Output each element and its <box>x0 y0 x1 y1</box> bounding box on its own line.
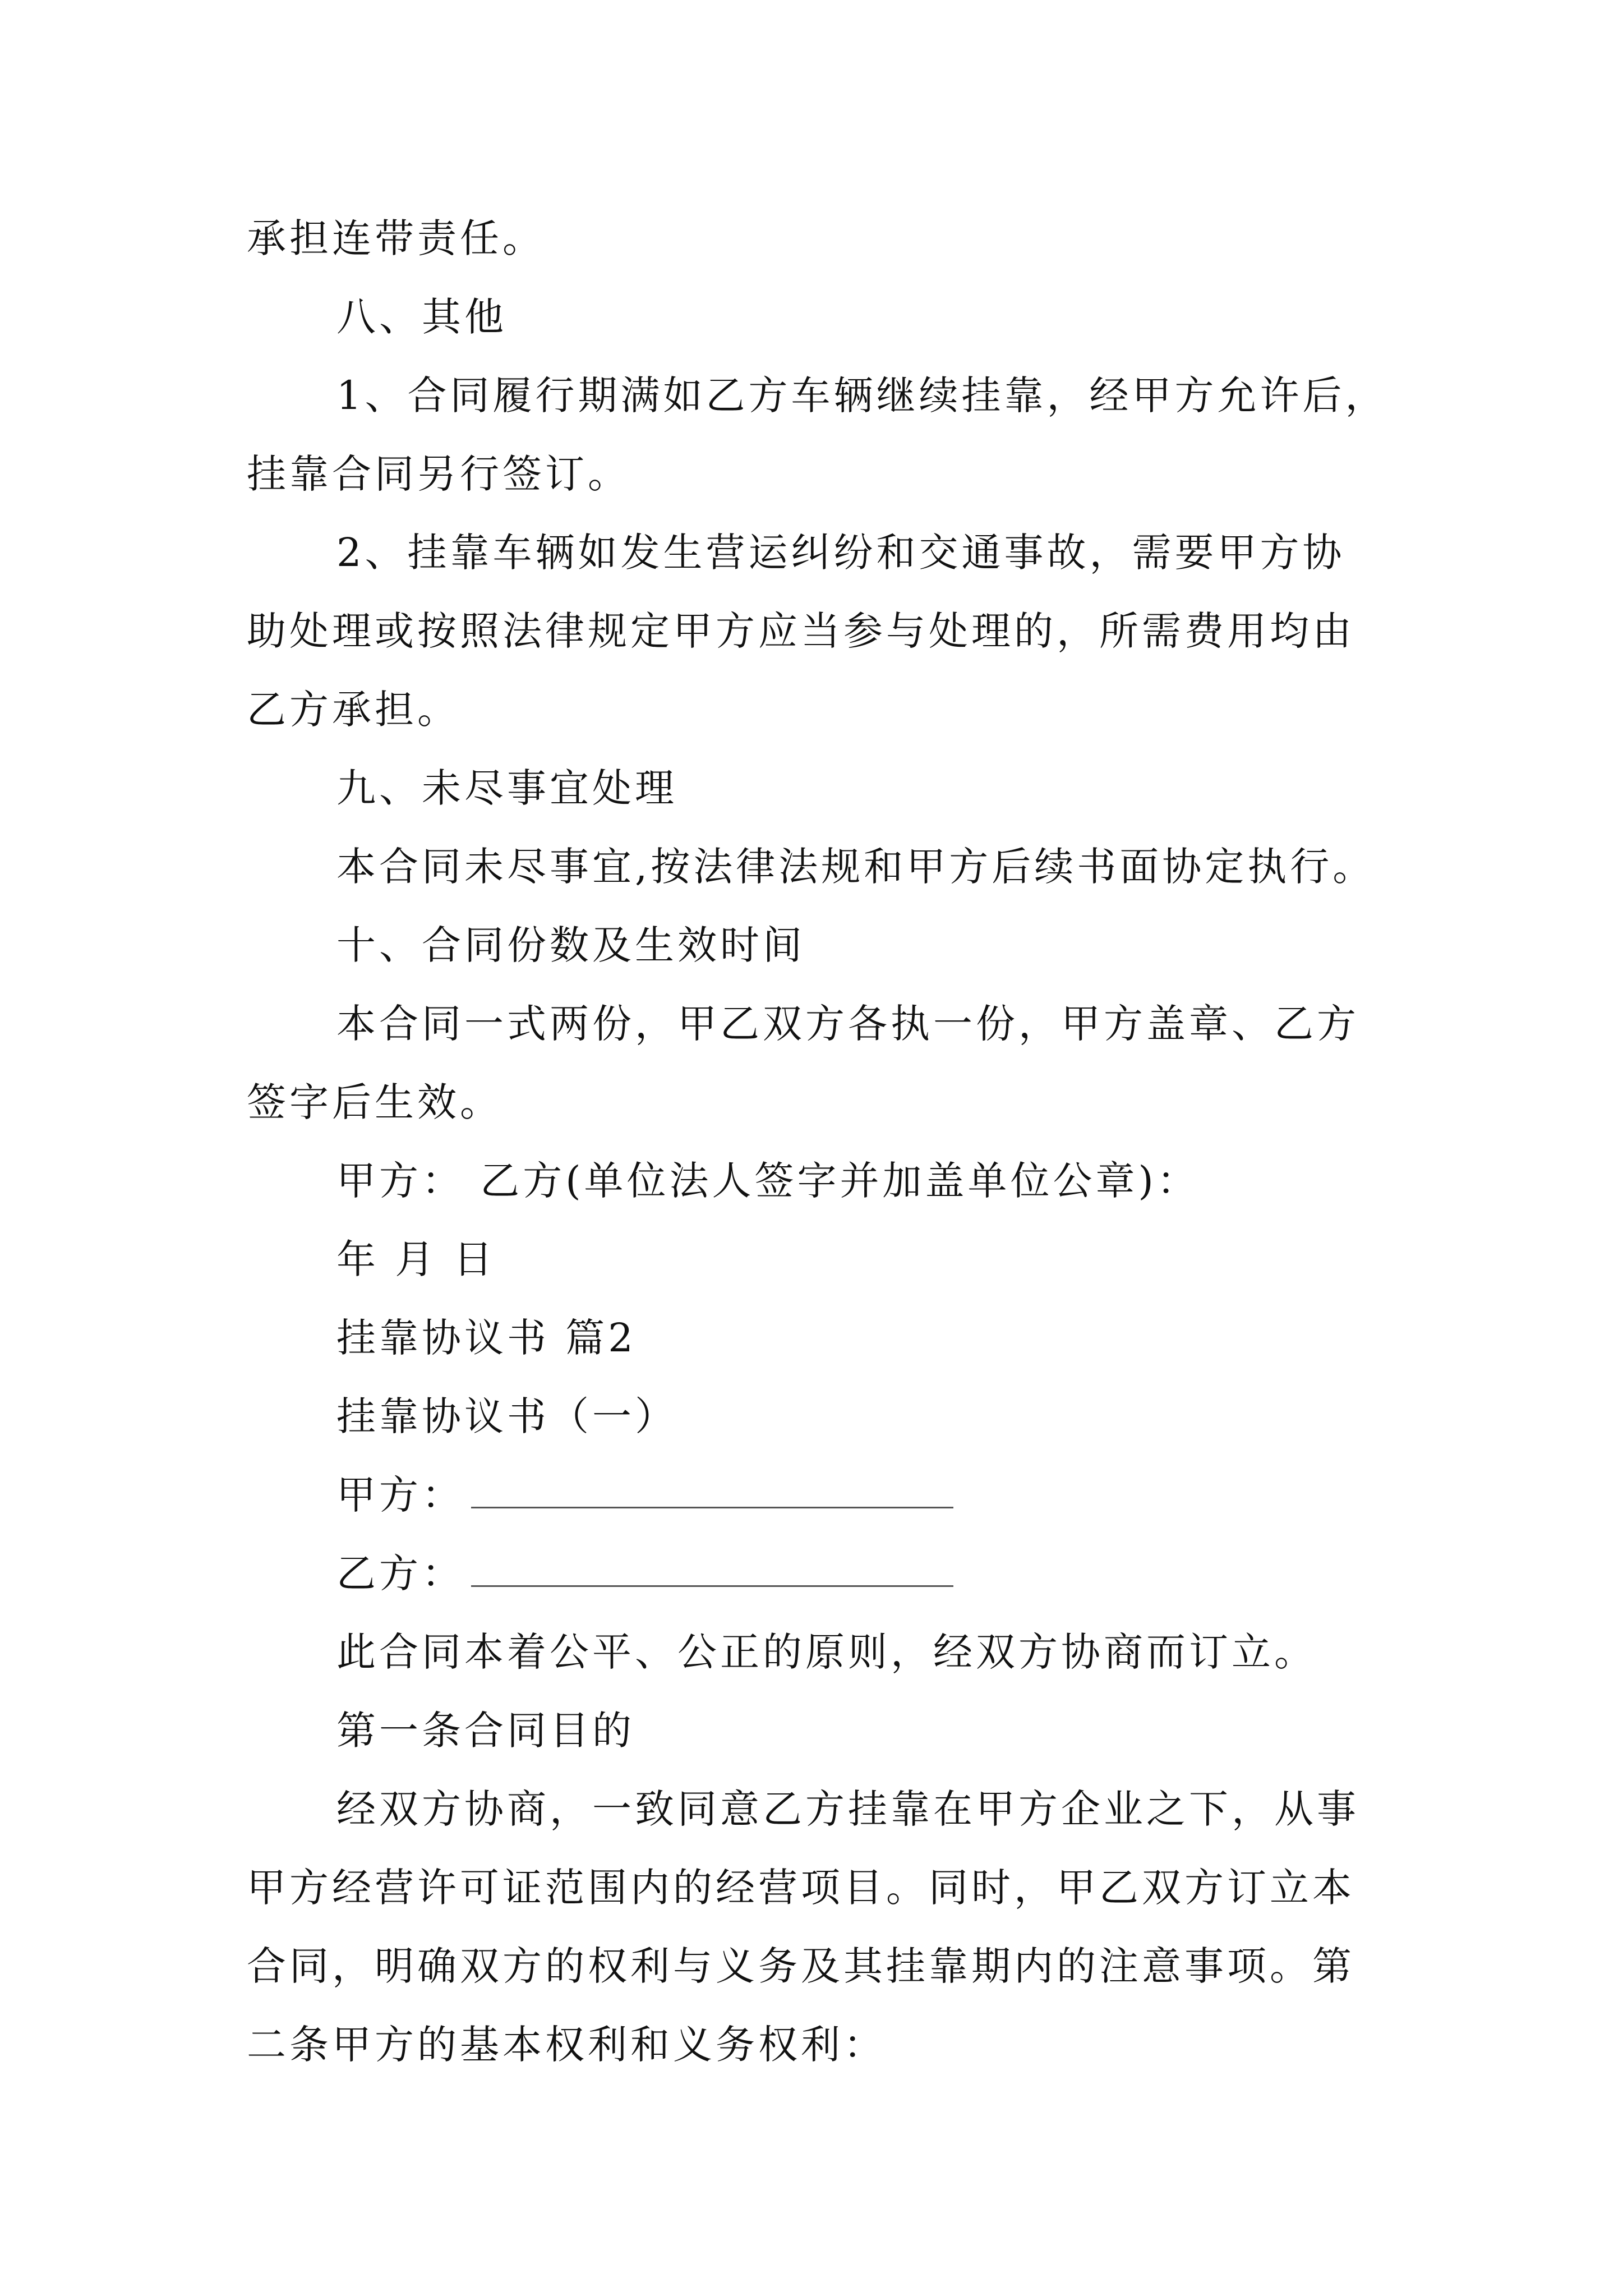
text-line: 承担连带责任。 <box>247 215 545 261</box>
text-line: 此合同本着公平、公正的原则，经双方协商而订立。 <box>336 1629 1317 1675</box>
text-line: 二条甲方的基本权利和义务权利： <box>247 2022 886 2068</box>
text-line: 经双方协商，一致同意乙方挂靠在甲方企业之下，从事 <box>336 1786 1359 1832</box>
article-subtitle: 挂靠协议书（一） <box>336 1393 677 1439</box>
section-heading-8: 八、其他 <box>336 294 507 340</box>
text-line: 1、合同履行期满如乙方车辆继续挂靠，经甲方允许后， <box>336 372 1388 418</box>
party-a-blank <box>471 1467 953 1508</box>
text-line: 甲方经营许可证范围内的经营项目。同时，甲乙双方订立本 <box>247 1865 1355 1911</box>
party-a-field <box>336 1456 953 1534</box>
text-line: 合同，明确双方的权利与义务及其挂靠期内的注意事项。第 <box>247 1943 1355 1989</box>
section-heading-9: 九、未尽事宜处理 <box>336 765 677 811</box>
party-b-field <box>336 1534 953 1613</box>
text-line: 签字后生效。 <box>247 1079 502 1125</box>
article-title: 挂靠协议书 篇2 <box>336 1315 637 1361</box>
party-a-label: 甲方： <box>336 1472 464 1518</box>
text-line: 助处理或按照法律规定甲方应当参与处理的，所需费用均由 <box>247 608 1355 654</box>
text-line: 2、挂靠车辆如发生营运纠纷和交通事故，需要甲方协 <box>336 530 1345 576</box>
party-b-blank <box>471 1546 953 1587</box>
text-line: 本合同未尽事宜,按法律法规和甲方后续书面协定执行。 <box>336 844 1376 890</box>
text-line: 本合同一式两份，甲乙双方各执一份，甲方盖章、乙方 <box>336 1001 1359 1047</box>
clause-heading-1: 第一条合同目的 <box>336 1708 635 1754</box>
signature-line: 甲方： 乙方(单位法人签字并加盖单位公章)： <box>336 1158 1200 1204</box>
date-line: 年 月 日 <box>336 1236 496 1282</box>
text-line: 乙方承担。 <box>247 687 460 733</box>
party-b-label: 乙方： <box>336 1550 464 1596</box>
section-heading-10: 十、合同份数及生效时间 <box>336 922 805 968</box>
text-line: 挂靠合同另行签订。 <box>247 451 630 497</box>
